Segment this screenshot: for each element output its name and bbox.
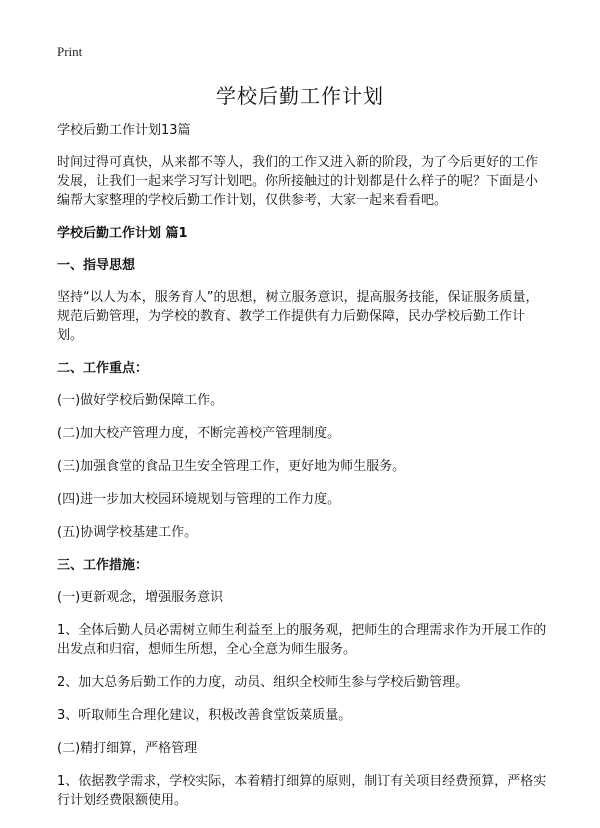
intro-paragraph: 时间过得可真快，从来都不等人，我们的工作又进入新的阶段，为了今后更好的工作发展，让我们一起来学习写计划吧。你所接触过的计划都是什么样子的呢？下面是小编帮大家整理的学校后勤工作计划，仅供参考，大家一起来看看吧。 bbox=[57, 155, 539, 208]
section-heading-measures: 三、工作措施： bbox=[57, 558, 149, 573]
measures-item: 2、加大总务后勤工作的力度，动员、组织全校师生参与学校后勤管理。 bbox=[57, 675, 469, 690]
guiding-paragraph: 坚持“以人为本，服务育人”的思想，树立服务意识，提高服务技能，保证服务质量，规范后勤管理，为学校的教育、教学工作提供有力后勤保障，民办学校后勤工作计划。 bbox=[57, 290, 539, 343]
focus-item: (一)做好学校后勤保障工作。 bbox=[57, 393, 224, 408]
measures-item: 3、听取师生合理化建议，积极改善食堂饭菜质量。 bbox=[57, 708, 352, 723]
document-content bbox=[57, 121, 550, 824]
measures-item: 1、依据教学需求，学校实际，本着精打细算的原则，制订有关项目经费预算，严格实行计划经费限额使用。 bbox=[57, 774, 547, 808]
document-title: 学校后勤工作计划 bbox=[216, 84, 384, 108]
focus-item: (三)加强食堂的食品卫生安全管理工作，更好地为师生服务。 bbox=[57, 459, 406, 474]
measures-item: (一)更新观念，增强服务意识 bbox=[57, 590, 224, 605]
part-heading: 学校后勤工作计划 篇1 bbox=[57, 226, 188, 241]
focus-item: (五)协调学校基建工作。 bbox=[57, 525, 198, 540]
section-heading-focus: 二、工作重点： bbox=[57, 361, 149, 376]
document-subtitle: 学校后勤工作计划13篇 bbox=[57, 123, 191, 138]
measures-item: 1、全体后勤人员必需树立师生利益至上的服务观，把师生的合理需求作为开展工作的出发点和归宿，想师生所想，全心全意为师生服务。 bbox=[57, 623, 547, 657]
focus-item: (四)进一步加大校园环境规划与管理的工作力度。 bbox=[57, 492, 341, 507]
measures-item: (二)精打细算，严格管理 bbox=[57, 741, 198, 756]
focus-item: (二)加大校产管理力度，不断完善校产管理制度。 bbox=[57, 426, 341, 441]
print-label: Print bbox=[57, 44, 83, 59]
section-heading-guiding: 一、指导思想 bbox=[57, 258, 136, 273]
